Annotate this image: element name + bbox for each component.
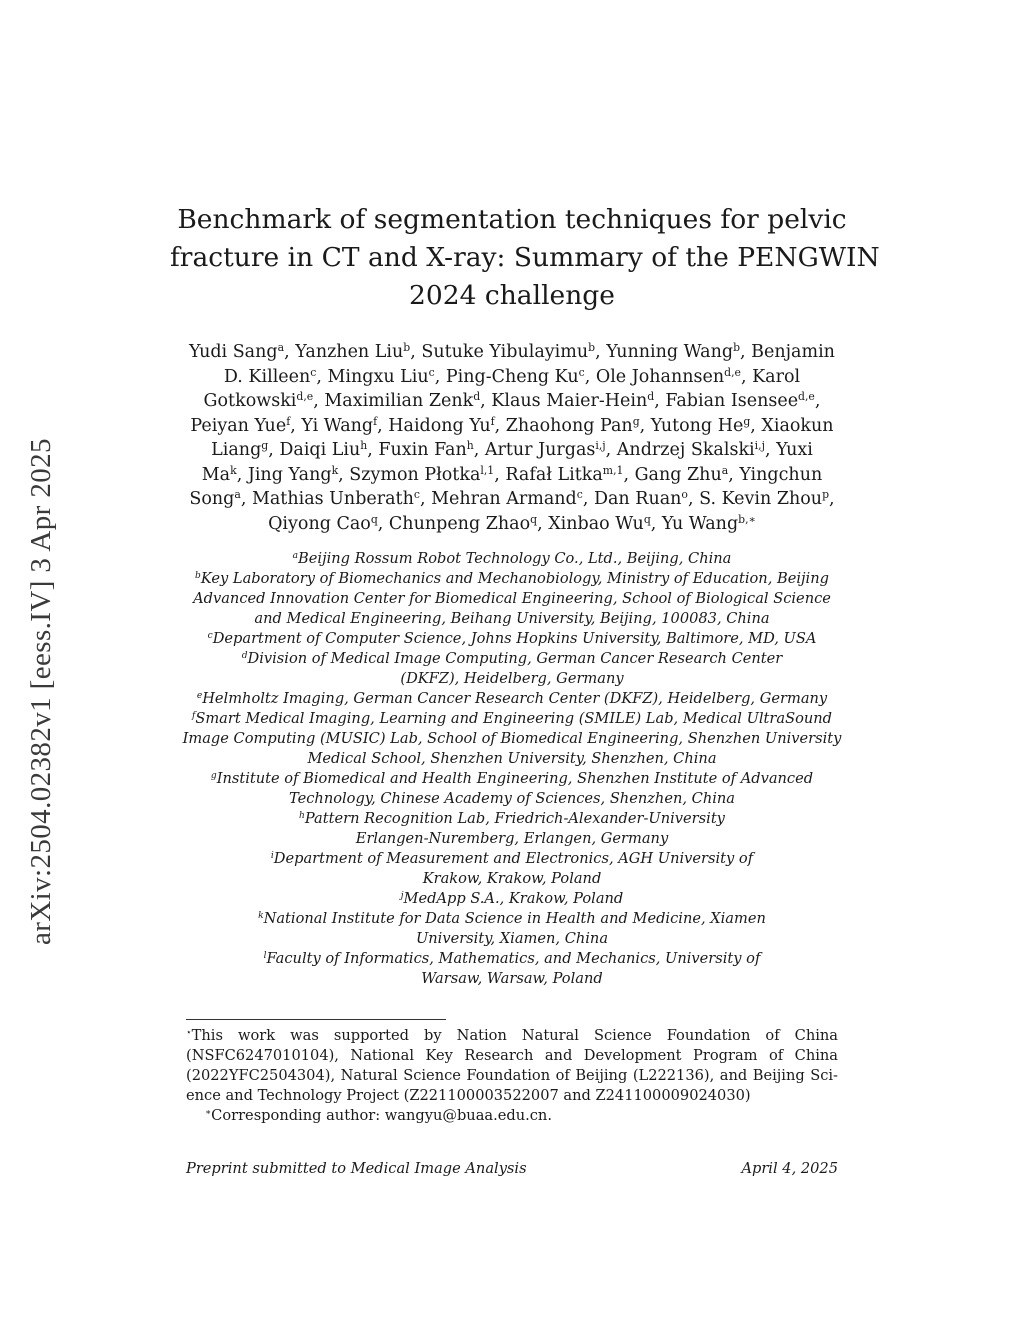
affiliation-marker: d [647,390,655,404]
author-line: Peiyan Yue$^f$, Yi Wang$^f$, Haidong Yu$^f$, Zhaohong Pan$^g$, Yutong He$^g$, Xiaokun [190,414,834,436]
affiliation-line: $^e$Helmholtz Imaging, German Cancer Research Center (DKFZ), Heidelberg, Germany [196,690,828,707]
affiliation-marker: k [331,463,339,477]
affiliation-marker: g [743,414,751,428]
affiliation-line: and Medical Engineering, Beihang University, Beijing, 100083, China [254,610,770,627]
affiliation-letter: d [241,651,248,662]
author-line: Liang$^g$, Daiqi Liu$^h$, Fuxin Fan$^h$, Artur Jurgas$^{i,j}$, Andrzej Skalski$^{i,j}$, Yuxi [211,439,813,460]
affiliation-marker: m,1 [602,463,624,477]
affiliation-marker: c [413,488,420,502]
footer-journal: Preprint submitted to Medical Image Analysis [186,1160,527,1177]
affiliation-marker: i,j [754,439,765,453]
author-line: Ma$^k$, Jing Yang$^k$, Szymon Płotka$^{l,1}$, Rafał Litka$^{m,1}$, Gang Zhu$^a$, Yingchun [201,463,823,485]
affiliation-line: Medical School, Shenzhen University, Shenzhen, China [307,750,717,767]
affiliation-letter: f [191,711,196,722]
affiliation-line: $^l$Faculty of Informatics, Mathematics, and Mechanics, University of [263,950,761,967]
affiliation-letter: l [263,951,267,962]
affiliation-marker: b [733,341,741,355]
title-line: fracture in CT and X-ray: Summary of the PENGWIN [170,242,880,273]
affiliation-marker: l,1 [480,463,495,477]
affiliation-line: $^a$Beijing Rossum Robot Technology Co., Ltd., Beijing, China [292,550,732,567]
affiliation-line: $^k$National Institute for Data Science in Health and Medicine, Xiamen [258,910,766,927]
affiliation-line: Warsaw, Warsaw, Poland [421,970,603,987]
affiliation-marker: c [576,488,583,502]
affiliation-letter: b [195,571,201,582]
affiliation-marker: c [310,365,317,379]
affiliation-marker: i,j [595,439,606,453]
author-line: Yudi Sang$^a$, Yanzhen Liu$^b$, Sutuke Yibulayimu$^b$, Yunning Wang$^b$, Benjamin [189,341,835,362]
corresponding-footnote-marker: ∗ [205,1108,212,1119]
footnotes [186,1026,838,1126]
affiliation-marker: d,e [724,365,741,379]
funding-footnote-line: (2022YFC2504304), Natural Science Foundation of Beijing (L222136), and Beijing Sci- [186,1067,838,1084]
affiliation-line: University, Xiamen, China [415,930,609,947]
affiliation-line: (DKFZ), Heidelberg, Germany [400,670,624,687]
affiliation-marker: o [681,488,688,502]
affiliation-marker: a [234,488,241,502]
affiliation-marker: d,e [798,390,815,404]
affiliation-line: $^c$Department of Computer Science, Johns Hopkins University, Baltimore, MD, USA [207,630,817,647]
affiliation-letter: c [207,631,213,642]
affiliation-marker: q [530,512,538,526]
affiliation-line: $^h$Pattern Recognition Lab, Friedrich-Alexander-University [299,810,725,827]
affiliation-line: $^b$Key Laboratory of Biomechanics and Mechanobiology, Ministry of Education, Beijing [195,570,829,587]
affiliation-marker: a [277,341,285,355]
affiliation-letter: i [270,851,274,862]
affiliation-line: Advanced Innovation Center for Biomedical Engineering, School of Biological Science [193,590,831,607]
funding-footnote-line: ence and Technology Project (Z221100003522007 and Z241100009024030) [186,1087,751,1104]
affiliation-marker: q [370,512,378,526]
affiliation-marker: p [822,488,830,502]
affiliation-line: $^f$Smart Medical Imaging, Learning and Engineering (SMILE) Lab, Medical UltraSound [191,710,833,727]
author-line: D. Killeen$^c$, Mingxu Liu$^c$, Ping-Cheng Ku$^c$, Ole Johannsen$^{d,e}$, Karol [223,365,801,387]
affiliation-marker: h [466,439,474,453]
affiliation-marker: k [230,463,237,477]
affiliation-marker: a [721,463,729,477]
affiliation-marker: b [403,341,411,355]
affiliation-line: Krakow, Krakow, Poland [422,870,602,887]
author-line: Qiyong Cao$^q$, Chunpeng Zhao$^q$, Xinbao Wu$^q$, Yu Wang$^{b,∗}$ [268,512,756,534]
affiliation-marker: f [286,414,291,428]
funding-footnote-line: (NSFC6247010104), National Key Research and Development Program of China [186,1047,838,1064]
affiliation-marker: b [588,341,596,355]
affiliation-marker: b,∗ [738,512,756,526]
affiliation-letter: h [299,811,305,822]
author-line: Gotkowski$^{d,e}$, Maximilian Zenk$^d$, Klaus Maier-Hein$^d$, Fabian Isensee$^{d,e}$, [203,390,821,411]
affiliation-list [170,549,854,989]
affiliation-marker: c [428,365,435,379]
funding-footnote-marker: ⋆ [186,1028,192,1039]
affiliation-marker: g [632,414,640,428]
affiliation-line: $^d$Division of Medical Image Computing, German Cancer Research Center [241,650,783,667]
title-line: 2024 challenge [409,280,615,311]
affiliation-letter: e [196,691,203,702]
affiliation-marker: f [373,414,378,428]
author-line: Song$^a$, Mathias Unberath$^c$, Mehran Armand$^c$, Dan Ruan$^o$, S. Kevin Zhou$^p$, [189,488,835,509]
arxiv-identifier-stamp: arXiv:2504.02382v1 [eess.IV] 3 Apr 2025 [25,438,57,945]
affiliation-letter: j [400,891,404,902]
affiliation-marker: c [578,365,585,379]
affiliation-letter: g [210,771,217,782]
affiliation-marker: f [490,414,495,428]
affiliation-marker: d [473,390,481,404]
affiliation-line: $^g$Institute of Biomedical and Health Engineering, Shenzhen Institute of Advanced [210,770,814,787]
affiliation-marker: g [261,439,269,453]
footnote-divider [186,1019,446,1020]
paper-title [170,201,880,315]
affiliation-marker: d,e [296,390,314,404]
affiliation-marker: h [360,439,368,453]
affiliation-letter: k [258,911,264,922]
affiliation-line: Image Computing (MUSIC) Lab, School of Biomedical Engineering, Shenzhen University [182,730,842,747]
affiliation-line: $^j$MedApp S.A., Krakow, Poland [400,890,624,907]
funding-footnote-line: ⋆This work was supported by Nation Natural Science Foundation of China [186,1027,838,1044]
footer-date: April 4, 2025 [741,1160,838,1177]
corresponding-author-footnote: ∗Corresponding author: wangyu@buaa.edu.cn. [205,1107,552,1124]
affiliation-line: Technology, Chinese Academy of Sciences, Shenzhen, China [289,790,735,807]
title-line: Benchmark of segmentation techniques for pelvic [177,204,847,235]
affiliation-line: $^i$Department of Measurement and Electronics, AGH University of [270,850,754,867]
page-footer [186,1160,838,1177]
affiliation-line: Erlangen-Nuremberg, Erlangen, Germany [355,830,669,847]
affiliation-marker: q [643,512,651,526]
author-list [184,340,840,536]
affiliation-letter: a [292,551,299,562]
